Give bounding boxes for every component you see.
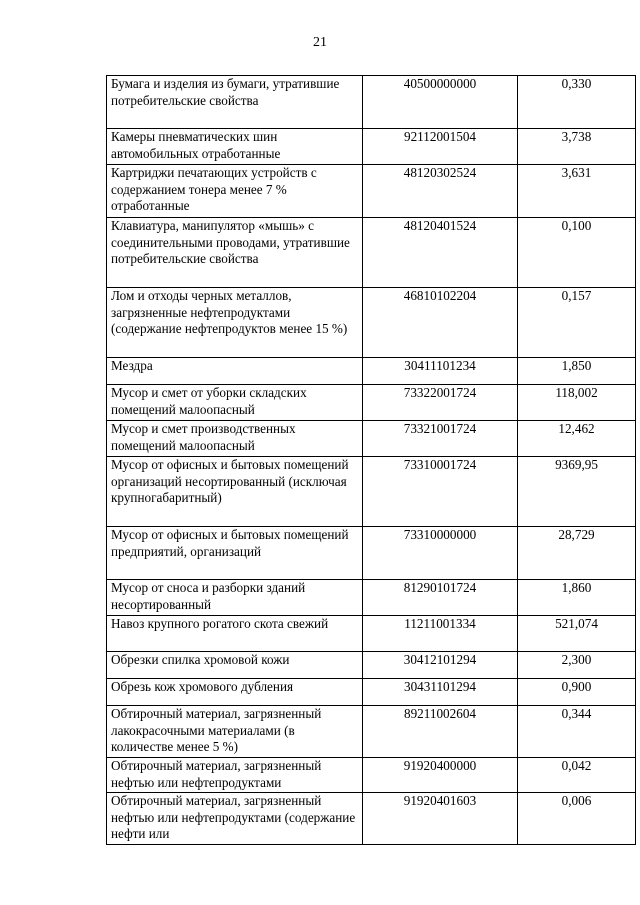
- waste-value-cell: 0,006: [518, 793, 636, 845]
- waste-code-cell: 11211001334: [363, 616, 518, 652]
- table-row: [107, 218, 636, 288]
- waste-value-cell: 0,042: [518, 758, 636, 793]
- waste-name-cell: Обтирочный материал, загрязненный нефтью или нефтепродуктами: [107, 758, 363, 793]
- waste-code-cell: 30412101294: [363, 652, 518, 679]
- table-row: [107, 288, 636, 358]
- waste-code-cell: 73310001724: [363, 457, 518, 527]
- table-row: [107, 457, 636, 527]
- table-row: [107, 580, 636, 616]
- table-row: [107, 616, 636, 652]
- waste-name-cell: Мусор и смет от уборки складских помещений малоопасный: [107, 385, 363, 421]
- table-row: [107, 758, 636, 793]
- table-row: [107, 129, 636, 165]
- waste-name-cell: Мездра: [107, 358, 363, 385]
- waste-code-cell: 48120302524: [363, 165, 518, 218]
- table-row: [107, 706, 636, 758]
- waste-name-cell: Мусор от офисных и бытовых помещений организаций несортированный (исключая крупногабаритный): [107, 457, 363, 527]
- waste-name-cell: Камеры пневматических шин автомобильных отработанные: [107, 129, 363, 165]
- waste-code-cell: 40500000000: [363, 76, 518, 129]
- waste-value-cell: 3,738: [518, 129, 636, 165]
- waste-value-cell: 0,330: [518, 76, 636, 129]
- waste-code-cell: 89211002604: [363, 706, 518, 758]
- waste-value-cell: 12,462: [518, 421, 636, 457]
- table-row: [107, 527, 636, 580]
- waste-code-cell: 30411101234: [363, 358, 518, 385]
- waste-value-cell: 0,900: [518, 679, 636, 706]
- waste-value-cell: 9369,95: [518, 457, 636, 527]
- waste-name-cell: Клавиатура, манипулятор «мышь» с соединительными проводами, утратившие потребительские свойства: [107, 218, 363, 288]
- waste-code-cell: 30431101294: [363, 679, 518, 706]
- waste-value-cell: 0,100: [518, 218, 636, 288]
- waste-value-cell: 1,850: [518, 358, 636, 385]
- waste-name-cell: Мусор от офисных и бытовых помещений предприятий, организаций: [107, 527, 363, 580]
- waste-code-cell: 91920401603: [363, 793, 518, 845]
- table-row: [107, 165, 636, 218]
- waste-name-cell: Обрезки спилка хромовой кожи: [107, 652, 363, 679]
- table-row: [107, 679, 636, 706]
- waste-name-cell: Картриджи печатающих устройств с содержанием тонера менее 7 % отработанные: [107, 165, 363, 218]
- waste-code-cell: 91920400000: [363, 758, 518, 793]
- waste-value-cell: 521,074: [518, 616, 636, 652]
- waste-code-cell: 73310000000: [363, 527, 518, 580]
- waste-code-cell: 81290101724: [363, 580, 518, 616]
- waste-value-cell: 2,300: [518, 652, 636, 679]
- waste-name-cell: Обтирочный материал, загрязненный нефтью или нефтепродуктами (содержание нефти или: [107, 793, 363, 845]
- waste-name-cell: Навоз крупного рогатого скота свежий: [107, 616, 363, 652]
- waste-name-cell: Бумага и изделия из бумаги, утратившие потребительские свойства: [107, 76, 363, 129]
- waste-value-cell: 0,344: [518, 706, 636, 758]
- waste-code-cell: 73321001724: [363, 421, 518, 457]
- waste-code-cell: 48120401524: [363, 218, 518, 288]
- waste-value-cell: 28,729: [518, 527, 636, 580]
- waste-value-cell: 118,002: [518, 385, 636, 421]
- table-row: [107, 385, 636, 421]
- waste-value-cell: 0,157: [518, 288, 636, 358]
- table-row: [107, 421, 636, 457]
- waste-value-cell: 1,860: [518, 580, 636, 616]
- page-number: 21: [313, 35, 327, 50]
- waste-table-body: [107, 76, 636, 845]
- waste-name-cell: Обтирочный материал, загрязненный лакокрасочными материалами (в количестве менее 5 %): [107, 706, 363, 758]
- waste-name-cell: Лом и отходы черных металлов, загрязненные нефтепродуктами (содержание нефтепродуктов менее 15 %): [107, 288, 363, 358]
- waste-code-cell: 92112001504: [363, 129, 518, 165]
- waste-code-cell: 46810102204: [363, 288, 518, 358]
- waste-value-cell: 3,631: [518, 165, 636, 218]
- table-row: [107, 76, 636, 129]
- table-row: [107, 793, 636, 845]
- waste-name-cell: Мусор от сноса и разборки зданий несортированный: [107, 580, 363, 616]
- table-row: [107, 358, 636, 385]
- waste-name-cell: Обрезь кож хромового дубления: [107, 679, 363, 706]
- waste-code-cell: 73322001724: [363, 385, 518, 421]
- waste-table: [106, 75, 636, 845]
- waste-name-cell: Мусор и смет производственных помещений малоопасный: [107, 421, 363, 457]
- table-row: [107, 652, 636, 679]
